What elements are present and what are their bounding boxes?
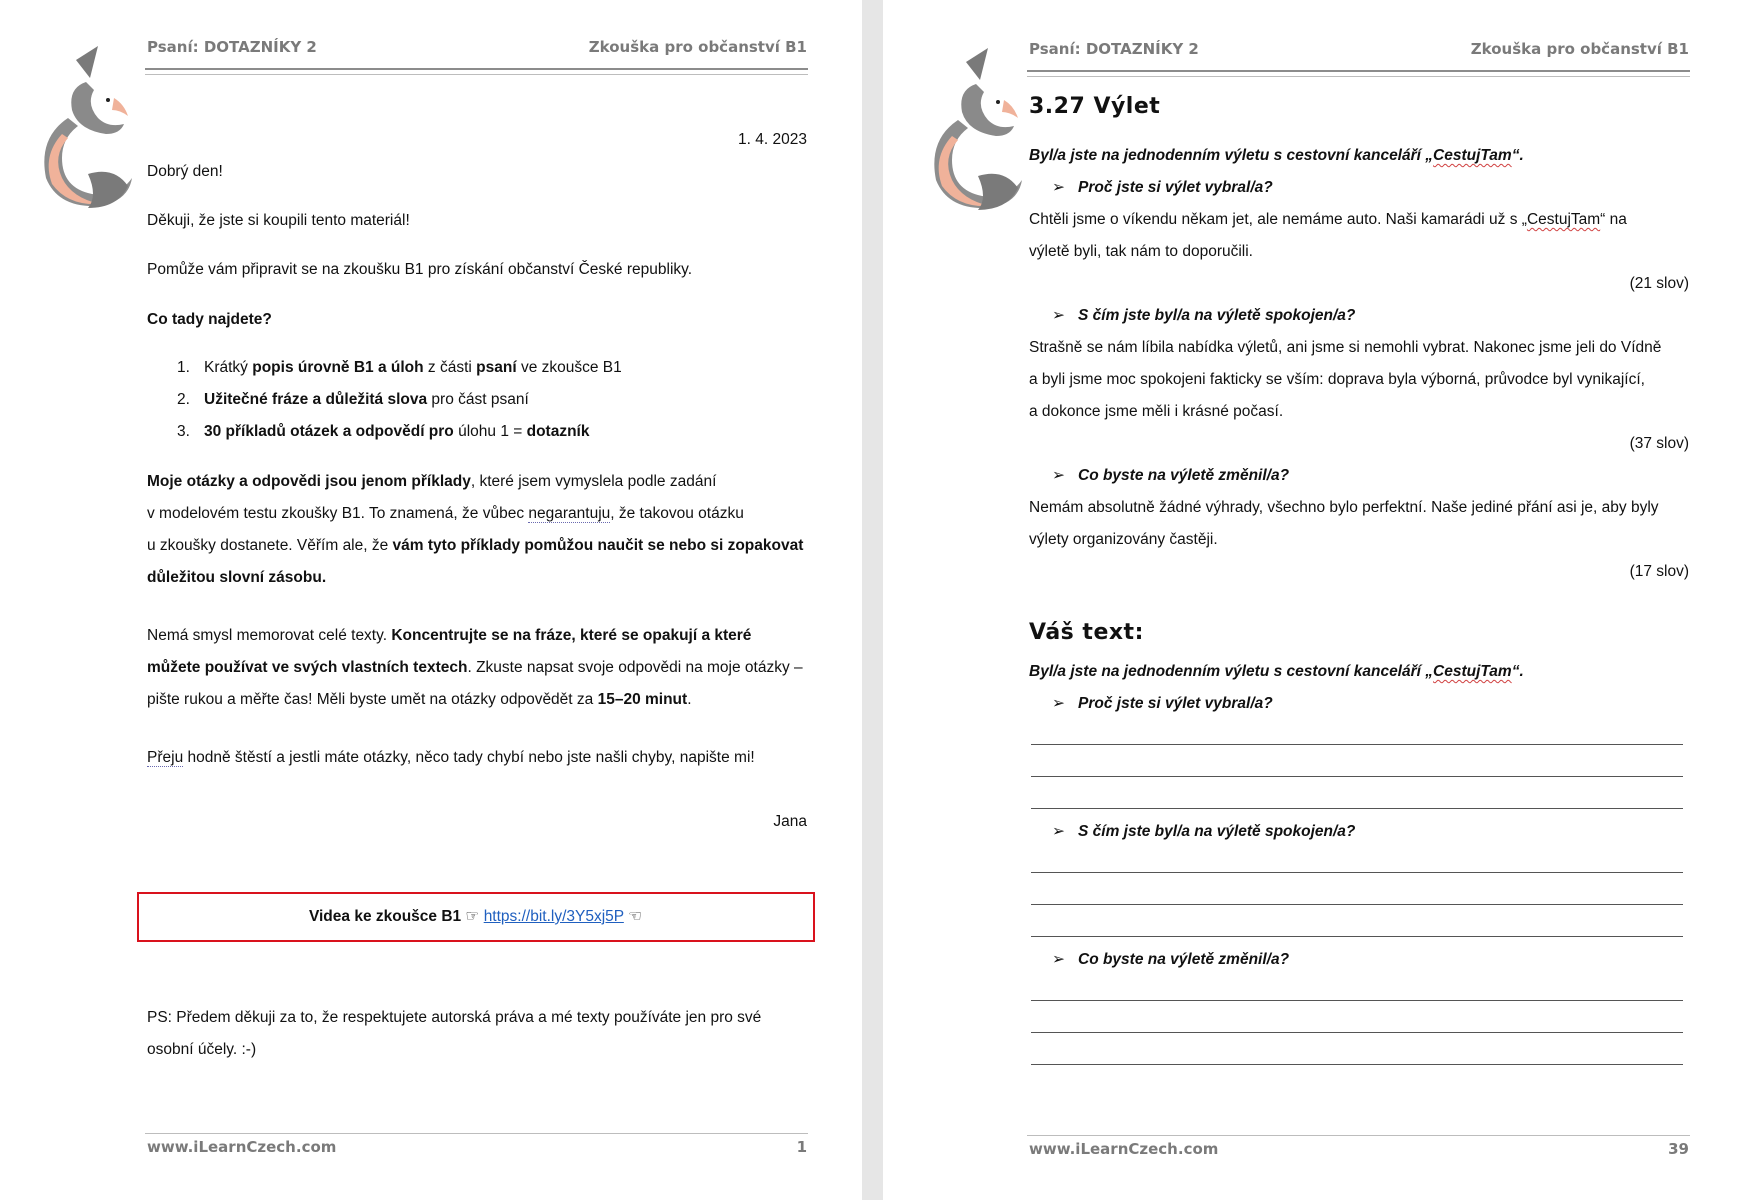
fox-logo-icon xyxy=(28,38,146,218)
header-right-title: Zkouška pro občanství B1 xyxy=(588,38,807,56)
page-gap xyxy=(862,0,883,1200)
arrow-bullet-icon: ➢ xyxy=(1052,823,1065,840)
paragraph-line: pište rukou a měřte čas! Měli byste umět na otázky odpovědět za 15–20 minut. xyxy=(147,691,692,708)
list-item: 2. Užitečné fráze a důležitá slova pro část psaní xyxy=(177,391,529,408)
question-2: ➢ S čím jste byl/a na výletě spokojen/a? xyxy=(1052,300,1355,332)
question-1: ➢ Proč jste si výlet vybral/a? xyxy=(1052,172,1273,204)
task-prompt: Byl/a jste na jednodenním výletu s cestovní kanceláří „CestujTam“. xyxy=(1029,147,1524,164)
writing-line[interactable] xyxy=(1031,872,1683,873)
word-count: (17 slov) xyxy=(1629,563,1689,580)
writing-line[interactable] xyxy=(1031,1032,1683,1033)
ps-line: PS: Předem děkuji za to, že respektujete autorská práva a mé texty používáte jen pro své xyxy=(147,1009,762,1026)
footer-rule xyxy=(1027,1135,1690,1136)
video-label: Videa ke zkoušce B1 xyxy=(308,908,462,925)
arrow-bullet-icon: ➢ xyxy=(1052,179,1065,196)
task-prompt: Byl/a jste na jednodenním výletu s cestovní kanceláří „CestujTam“. xyxy=(1029,663,1524,680)
arrow-bullet-icon: ➢ xyxy=(1052,951,1065,968)
writing-line[interactable] xyxy=(1031,1000,1683,1001)
writing-line[interactable] xyxy=(1031,904,1683,905)
page-header xyxy=(147,38,807,58)
header-rule-thin xyxy=(145,74,808,75)
greeting: Dobrý den! xyxy=(147,163,223,180)
paragraph-line: u zkoušky dostanete. Věřím ale, že vám tyto příklady pomůžou naučit se nebo si zopakovat xyxy=(147,537,804,554)
word-count: (21 slov) xyxy=(1629,275,1689,292)
writing-line[interactable] xyxy=(1031,808,1683,809)
hand-left-icon: ☜ xyxy=(628,908,643,925)
paragraph-line: Nemá smysl memorovat celé texty. Koncentrujte se na fráze, které se opakují a které xyxy=(147,627,752,644)
list-item: 3. 30 příkladů otázek a odpovědí pro úlohu 1 = dotazník xyxy=(177,423,590,440)
answer-line: Strašně se nám líbila nabídka výletů, ani jsme si nemohli vybrat. Nakonec jsme jeli do Vídně xyxy=(1029,339,1662,356)
section-title: 3.27 Výlet xyxy=(1029,94,1161,119)
header-rule xyxy=(145,68,808,70)
ps-line: osobní účely. :-) xyxy=(147,1041,257,1058)
arrow-bullet-icon: ➢ xyxy=(1052,307,1065,324)
answer-line: a dokonce jsme měli i krásné počasí. xyxy=(1029,403,1284,420)
paragraph-line: důležitou slovní zásobu. xyxy=(147,569,327,586)
arrow-bullet-icon: ➢ xyxy=(1052,695,1065,712)
hand-right-icon: ☞ xyxy=(465,908,480,925)
document-page-1 xyxy=(0,0,862,1200)
letter-date: 1. 4. 2023 xyxy=(738,131,807,148)
header-right-title: Zkouška pro občanství B1 xyxy=(1470,40,1689,58)
header-left-title: Psaní: DOTAZNÍKY 2 xyxy=(147,38,317,56)
answer-line: výletě byli, tak nám to doporučili. xyxy=(1029,243,1253,260)
page-number: 39 xyxy=(1668,1140,1689,1158)
paragraph-line: Moje otázky a odpovědi jsou jenom příklady, které jsem vymyslela podle zadání xyxy=(147,473,717,490)
header-left-title: Psaní: DOTAZNÍKY 2 xyxy=(1029,40,1199,58)
video-link-box xyxy=(137,892,815,942)
page-header xyxy=(1029,40,1689,60)
question-3: ➢ Co byste na výletě změnil/a? xyxy=(1052,460,1289,492)
answer-line: Chtěli jsme o víkendu někam jet, ale nemáme auto. Naši kamarádi už s „CestujTam“ na xyxy=(1029,211,1627,228)
writing-line[interactable] xyxy=(1031,936,1683,937)
question-2: ➢ S čím jste byl/a na výletě spokojen/a? xyxy=(1052,816,1355,848)
header-rule xyxy=(1027,70,1690,72)
wish-line: Přeju hodně štěstí a jestli máte otázky, něco tady chybí nebo jste našli chyby, napište mi! xyxy=(147,749,755,766)
fox-logo-icon xyxy=(918,40,1036,220)
list-item: 1. Krátký popis úrovně B1 a úloh z části psaní ve zkoušce B1 xyxy=(177,359,622,376)
footer-site: www.iLearnCzech.com xyxy=(1029,1140,1219,1158)
page-number: 1 xyxy=(796,1138,807,1156)
section-heading: Co tady najdete? xyxy=(147,311,272,328)
video-link[interactable]: https://bit.ly/3Y5xj5P xyxy=(483,908,624,925)
writing-line[interactable] xyxy=(1031,744,1683,745)
writing-line[interactable] xyxy=(1031,1064,1683,1065)
your-text-heading: Váš text: xyxy=(1029,620,1144,645)
thanks-line: Děkuji, že jste si koupili tento materiál! xyxy=(147,212,410,229)
video-link-line xyxy=(139,901,812,933)
paragraph-line: v modelovém testu zkoušky B1. To znamená, že vůbec negarantuju, že takovou otázku xyxy=(147,505,744,522)
answer-line: a byli jsme moc spokojeni fakticky se vším: doprava byla výborná, průvodce byl vynikající, xyxy=(1029,371,1645,388)
question-1: ➢ Proč jste si výlet vybral/a? xyxy=(1052,688,1273,720)
word-count: (37 slov) xyxy=(1629,435,1689,452)
page-footer xyxy=(1029,1140,1689,1160)
footer-rule xyxy=(145,1133,808,1134)
contents-list xyxy=(147,352,622,448)
footer-site: www.iLearnCzech.com xyxy=(147,1138,337,1156)
header-rule-thin xyxy=(1027,76,1690,77)
page-footer xyxy=(147,1138,807,1158)
answer-line: výlety organizovány častěji. xyxy=(1029,531,1218,548)
signature: Jana xyxy=(773,813,807,830)
arrow-bullet-icon: ➢ xyxy=(1052,467,1065,484)
writing-line[interactable] xyxy=(1031,776,1683,777)
intro-line: Pomůže vám připravit se na zkoušku B1 pro získání občanství České republiky. xyxy=(147,261,693,278)
answer-line: Nemám absolutně žádné výhrady, všechno bylo perfektní. Naše jediné přání asi je, aby byly xyxy=(1029,499,1659,516)
question-3: ➢ Co byste na výletě změnil/a? xyxy=(1052,944,1289,976)
paragraph-line: můžete používat ve svých vlastních textech. Zkuste napsat svoje odpovědi na moje otázky – xyxy=(147,659,803,676)
